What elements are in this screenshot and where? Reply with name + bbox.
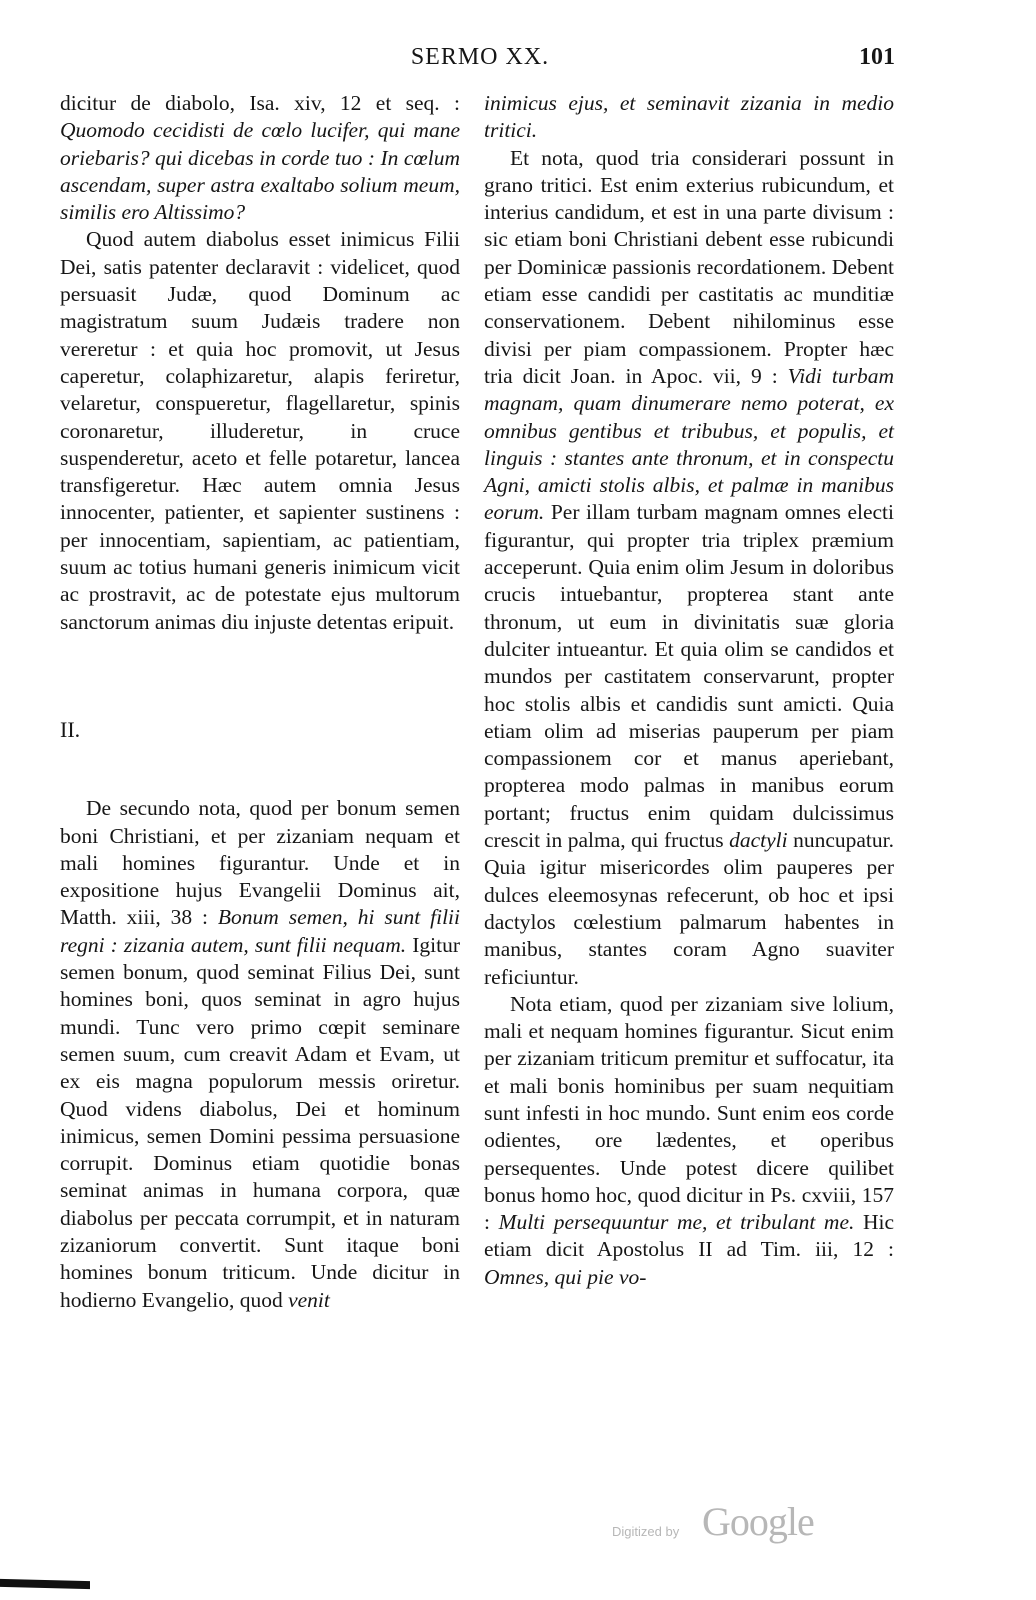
- paragraph: [484, 991, 894, 1291]
- scripture-quote: Omnes, qui pie vo-: [484, 1264, 647, 1289]
- scripture-quote: Vidi turbam magnam, quam dinumerare nemo poterat, ex omnibus gentibus et tribubus, et populis, et linguis : stantes ante thronum, et in conspectu Agni, amicti stolis albis, et palmæ in manibus eorum.: [484, 363, 894, 525]
- scripture-quote: inimicus ejus, et seminavit zizania in medio tritici.: [484, 91, 894, 143]
- paragraph: Quod autem diabolus esset inimicus Filii Dei, satis patenter declaravit : videlicet, quod persuasit Judæ, quod Dominum ac magistratum suum Judæis tradere non vereretur : et quia hoc promovit, ut Jesus caperetur, colaphizaretur, alapis feriretur, velaretur, conspueretur, flagellaretur, spinis coronaretur, illuderetur, in cruce suspenderetur, aceto et felle potaretur, lancea transfigeretur. Hæc autem omnia Jesus innocenter, patienter, et sapienter sustinens : per innocentiam, sapientiam, ac patientiam, suum ac totius humani generis inimicum vicit ac prostravit, ac de potestate ejus multorum sanctorum animas diu injuste detentas eripuit.: [60, 227, 460, 634]
- text-run: Per illam turbam magnam omnes electi figurantur, qui propter tria triplex præmium acceperunt. Quia enim olim Jesum in doloribus crucis intuebantur, propterea stant ante thronum, ut eum in divinitatis suæ gloria dulciter intueantur. Et quia olim se candidos et mundos per castitatem conservarunt, propter hoc stolis albis et candidis sunt amicti. Quia etiam olim ad miserias pauperum per piam compassionem cor et manus aperiebant, propterea modo palmas in manibus eorum portant; fructus enim quidam dulcissimus crescit in palma, qui fructus: [484, 500, 894, 853]
- running-header-title: SERMO XX.: [410, 44, 550, 70]
- scripture-quote: Bonum semen, hi sunt filii regni : zizania autem, sunt filii nequam.: [60, 905, 460, 957]
- text-run: Et nota, quod tria considerari possunt in grano tritici. Est enim exterius rubicundum, et interius candidum, et est in una parte divisum : sic etiam boni Christiani debent esse rubicundi per Dominicæ passionis recordationem. Debent etiam esse candidi per castitatis ac munditiæ conservationem. Debent nihilominus esse divisi per piam compassionem. Propter hæc tria dicit Joan. in Apoc. vii, 9 :: [484, 145, 894, 388]
- scan-edge-mark: [0, 1579, 90, 1589]
- section-heading: II.: [60, 716, 81, 742]
- paragraph: [484, 145, 894, 991]
- watermark-small-text: Digitized by: [612, 1524, 680, 1539]
- page-number: 101: [859, 44, 895, 70]
- italic-term: dactyli: [729, 828, 788, 853]
- watermark-logo-text: Google: [702, 1499, 814, 1544]
- paragraph-continuation: [60, 90, 460, 226]
- right-column: [484, 90, 894, 1291]
- text-run: nuncupatur. Quia igitur misericordes olim pauperes per dulces eleemosynas refecerunt, ob hoc et ipsi dactylos cœlestium palmarum habentes in manibus, stantes coram Agno suaviter reficiuntur.: [484, 828, 894, 989]
- text-run: dicitur de diabolo, Isa. xiv, 12 et seq. :: [60, 91, 460, 115]
- paragraph: [60, 795, 460, 1314]
- text-run: Hic etiam dicit Apostolus II ad Tim. iii, 12 :: [484, 1210, 894, 1262]
- scripture-quote: venit: [288, 1287, 330, 1312]
- text-run: De secundo nota, quod per bonum semen boni Christiani, et per zizaniam nequam et mali homines figurantur. Unde et in expositione hujus Evangelii Dominus ait, Matth. xiii, 38 :: [60, 796, 460, 930]
- paragraph-continuation: [484, 90, 894, 145]
- google-watermark: [612, 1498, 832, 1548]
- text-run: Igitur semen bonum, quod seminat Filius Dei, sunt homines boni, quos seminat in agro hujus mundi. Tunc vero primo cœpit seminare semen suum, cum creavit Adam et Evam, ut ex eis magna populorum messis oriretur. Quod videns diabolus, Dei et hominum inimicus, semen Domini pessima persuasione corrupit. Dominus etiam quotidie bonas seminat animas in humana corpora, quæ diabolus per peccata corrumpit, et in naturam zizaniorum convertit. Sunt itaque boni homines bonum triticum. Unde dicitur in hodierno Evangelio, quod: [60, 932, 460, 1312]
- left-column: [60, 90, 460, 1314]
- text-run: Nota etiam, quod per zizaniam sive lolium, mali et nequam homines figurantur. Sicut enim per zizaniam triticum premitur et suffocatur, ita et mali bonis hominibus per suam nequitiam sunt infesti in hoc mundo. Sunt enim eos corde odientes, ore lædentes, et operibus persequentes. Unde potest dicere quilibet bonus homo hoc, quod dicitur in Ps. cxviii, 157 :: [484, 991, 894, 1235]
- scripture-quote: Multi persequuntur me, et tribulant me.: [498, 1210, 855, 1235]
- scripture-quote: Quomodo cecidisti de cœlo lucifer, qui mane oriebaris? qui dicebas in corde tuo : In cœlum ascendam, super astra exaltabo solium meum, similis ero Altissimo?: [60, 118, 460, 225]
